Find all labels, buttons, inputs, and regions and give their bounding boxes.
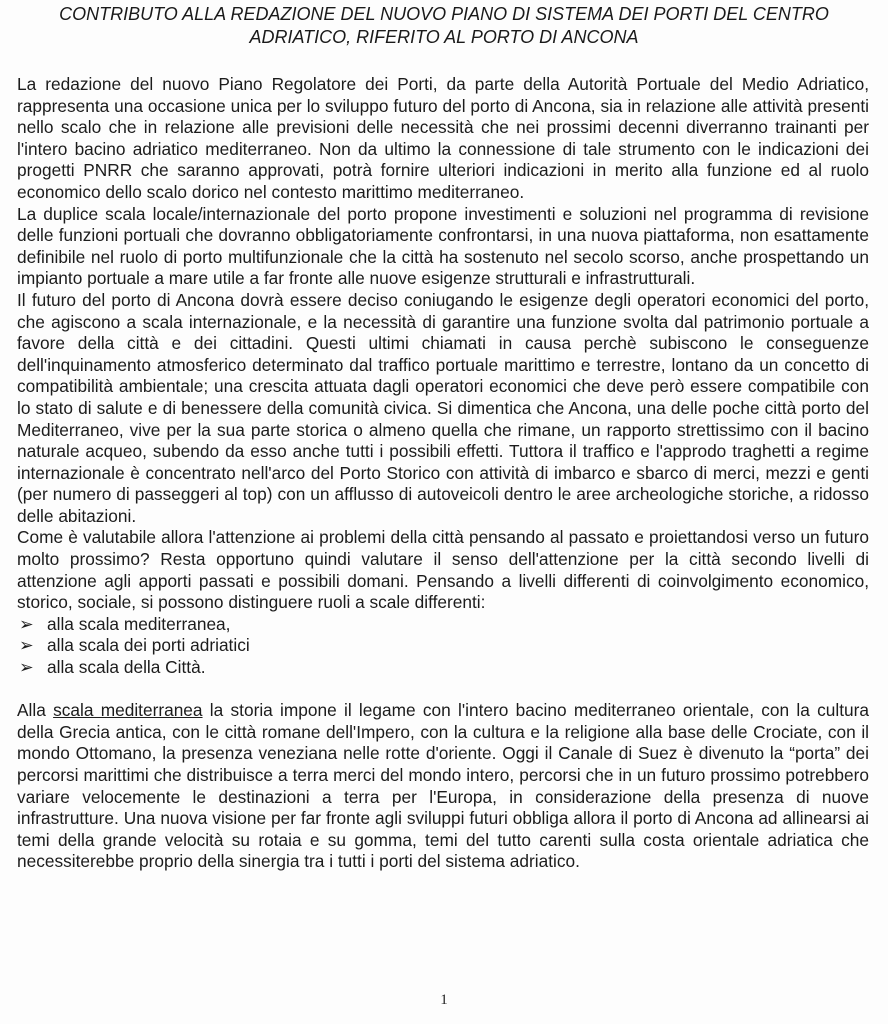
paragraph-5-text: la storia impone il legame con l'intero bacino mediterraneo orientale, con la cultura della Grecia antica, con le città romane dell'Impero, con la cultura e la religione alla base delle Crociate, con il mondo Ottomano, la presenza veneziana nelle rotte d'oriente. Oggi il Canale di Suez è divenuto la “porta” dei percorsi marittimi che distribuisce a terra merci del mondo intero, percorsi che in un futuro prossimo potrebbero variare velocemente le destinazioni a terra per l'Europa, in considerazione della presenza di nuove infrastrutture. Una nuova visione per far fronte agli sviluppi futuri obbliga allora il porto di Ancona ad allinearsi ai temi della grande velocità su rotaia e su gomma, temi del tutto carenti sulla costa orientale adriatica che necessiterebbe proprio della sinergia tra i tutti i porti del sistema adriatico. [17,700,869,872]
paragraph-4: Come è valutabile allora l'attenzione ai problemi della città pensando al passato e proiettandosi verso un futuro molto prossimo? Resta opportuno quindi valutare il senso dell'attenzione per la città secondo livelli di attenzione agli apporti passati e possibili domani. Pensando a livelli differenti di coinvolgimento economico, storico, sociale, si possono distinguere ruoli a scale differenti: [17,527,869,613]
list-item [17,657,869,679]
arrow-bullet-icon: ➢ [19,657,34,678]
paragraph-3: Il futuro del porto di Ancona dovrà essere deciso coniugando le esigenze degli operatori economici del porto, che agiscono a scala internazionale, e la necessità di garantire una funzione svolta dal patrimonio portuale a favore della città e dei cittadini. Questi ultimi chiamati in causa perchè subiscono le conseguenze dell'inquinamento atmosferico determinato dal traffico portuale marittimo e terrestre, lontano da un concetto di compatibilità ambientale; una crescita attuata dagli operatori economici che deve però essere compatibile con lo stato di salute e di benessere della comunità civica. Si dimentica che Ancona, una delle poche città porto del Mediterraneo, vive per la sua parte storica o almeno quella che rimane, un rapporto strettissimo con il bacino naturale acqueo, subendo da esso anche tutti i possibili effetti. Tuttora il traffico e l'approdo traghetti a regime internazionale è concentrato nell'arco del Porto Storico con attività di imbarco e sbarco di merci, mezzi e genti (per numero di passeggeri al top) con un afflusso di autoveicoli dentro le aree archeologiche storiche, a ridosso delle abitazioni. [17,289,869,526]
paragraph-5-lead: Alla [17,700,54,721]
list-item-text: alla scala della Città. [47,657,206,678]
underlined-term: scala mediterranea [53,700,203,721]
list-item-text: alla scala dei porti adriatici [47,635,250,656]
paragraph-2: La duplice scala locale/internazionale del porto propone investimenti e soluzioni nel programma di revisione delle funzioni portuali che dovranno obbligatoriamente confrontarsi, in una nuova piattaforma, non esattamente definibile nel ruolo di porto multifunzionale che la città ha sostenuto nel secolo scorso, anche prospettando un impianto portuale a mare utile a far fronte alle nuove esigenze strutturali e infrastrutturali. [17,203,869,289]
arrow-bullet-icon: ➢ [19,635,34,656]
paragraph-spacer [17,679,869,701]
paragraph-5 [17,700,869,873]
document-body [17,74,869,873]
page-number: 1 [440,992,448,1008]
list-item [17,614,869,636]
scale-list [17,614,869,679]
arrow-bullet-icon: ➢ [19,613,34,634]
document-title: CONTRIBUTO ALLA REDAZIONE DEL NUOVO PIANO DI SISTEMA DEI PORTI DEL CENTRO ADRIATICO, RIFERITO AL PORTO DI ANCONA [59,4,829,47]
list-item-text: alla scala mediterranea, [47,613,231,634]
list-item [17,635,869,657]
paragraph-1: La redazione del nuovo Piano Regolatore dei Porti, da parte della Autorità Portuale del Medio Adriatico, rappresenta una occasione unica per lo sviluppo futuro del porto di Ancona, sia in relazione alle attività presenti nello scalo che in relazione alle previsioni delle necessità che nei prossimi decenni diverranno trainanti per l'intero bacino adriatico mediterraneo. Non da ultimo la connessione di tale strumento con le indicazioni dei progetti PNRR che saranno approvati, potrà fornire ulteriori indicazioni in merito alla funzione ed al ruolo economico dello scalo dorico nel contesto marittimo mediterraneo. [17,74,869,202]
